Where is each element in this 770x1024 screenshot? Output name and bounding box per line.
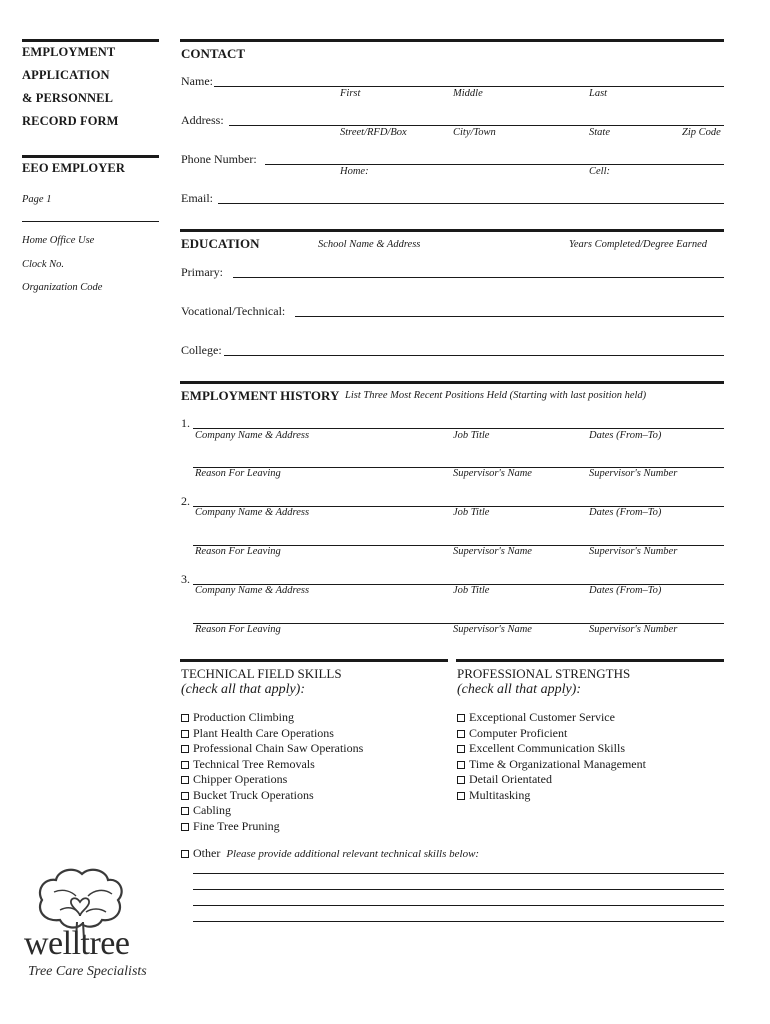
address-street-caption: Street/RFD/Box xyxy=(340,127,407,138)
email-field[interactable] xyxy=(218,203,724,204)
primary-label: Primary: xyxy=(181,265,223,279)
address-city-caption: City/Town xyxy=(453,127,496,138)
address-field[interactable] xyxy=(229,125,724,126)
name-first-caption: First xyxy=(340,88,361,99)
professional-top-rule xyxy=(456,659,724,662)
other-line-2[interactable] xyxy=(193,889,724,890)
entry-2-supervisor-caption: Supervisor's Name xyxy=(453,546,532,557)
other-line-4[interactable] xyxy=(193,921,724,922)
education-years-caption: Years Completed/Degree Earned xyxy=(569,239,708,250)
other-line-3[interactable] xyxy=(193,905,724,906)
education-school-caption: School Name & Address xyxy=(318,239,421,250)
technical-item[interactable]: Production Climbing xyxy=(181,710,294,725)
professional-item[interactable]: Exceptional Customer Service xyxy=(457,710,615,725)
form-title-line-1: EMPLOYMENT xyxy=(22,45,116,59)
entry-3-number: 3. xyxy=(181,572,190,586)
organization-code: Organization Code xyxy=(22,282,103,293)
employment-note: List Three Most Recent Positions Held (Starting with last position held) xyxy=(345,390,647,401)
technical-item[interactable]: Technical Tree Removals xyxy=(181,757,315,772)
logo-tagline: Tree Care Specialists xyxy=(28,964,147,979)
phone-label: Phone Number: xyxy=(181,152,257,166)
checkbox[interactable] xyxy=(457,761,465,769)
address-zip-caption: Zip Code xyxy=(682,127,721,138)
sidebar-eeo-rule xyxy=(22,155,159,158)
entry-2-number: 2. xyxy=(181,494,190,508)
address-label: Address: xyxy=(181,113,224,127)
contact-top-rule xyxy=(180,39,724,42)
entry-1-reason-caption: Reason For Leaving xyxy=(195,468,281,479)
primary-field[interactable] xyxy=(233,277,724,278)
professional-item[interactable]: Excellent Communication Skills xyxy=(457,741,625,756)
entry-3-dates-caption: Dates (From–To) xyxy=(589,585,662,596)
eeo-employer: EEO EMPLOYER xyxy=(22,161,125,175)
employment-top-rule xyxy=(180,381,724,384)
contact-heading: CONTACT xyxy=(181,46,246,61)
technical-item[interactable]: Cabling xyxy=(181,803,231,818)
other-line-1[interactable] xyxy=(193,873,724,874)
entry-3-jobtitle-caption: Job Title xyxy=(453,585,490,596)
entry-2-supnumber-caption: Supervisor's Number xyxy=(589,546,678,557)
checkbox[interactable] xyxy=(457,730,465,738)
entry-1-dates-caption: Dates (From–To) xyxy=(589,430,662,441)
checkbox[interactable] xyxy=(181,850,189,858)
name-middle-caption: Middle xyxy=(453,88,483,99)
vocational-label: Vocational/Technical: xyxy=(181,304,286,318)
entry-3-supervisor-caption: Supervisor's Name xyxy=(453,624,532,635)
technical-heading: TECHNICAL FIELD SKILLS xyxy=(181,666,342,681)
entry-1-supnumber-caption: Supervisor's Number xyxy=(589,468,678,479)
entry-2-reason-caption: Reason For Leaving xyxy=(195,546,281,557)
checkbox[interactable] xyxy=(181,761,189,769)
entry-1-jobtitle-caption: Job Title xyxy=(453,430,490,441)
checkbox[interactable] xyxy=(457,745,465,753)
sidebar-office-rule xyxy=(22,221,159,222)
sidebar-top-rule xyxy=(22,39,159,42)
phone-home-caption: Home: xyxy=(340,166,369,177)
logo-wordmark: welltree xyxy=(24,925,130,962)
professional-item[interactable]: Time & Organizational Management xyxy=(457,757,646,772)
checkbox[interactable] xyxy=(181,792,189,800)
checkbox[interactable] xyxy=(181,745,189,753)
entry-2-jobtitle-caption: Job Title xyxy=(453,507,490,518)
technical-item[interactable]: Bucket Truck Operations xyxy=(181,788,314,803)
technical-top-rule xyxy=(180,659,448,662)
professional-item[interactable]: Detail Orientated xyxy=(457,772,552,787)
education-heading: EDUCATION xyxy=(181,236,260,251)
technical-item[interactable]: Chipper Operations xyxy=(181,772,287,787)
home-office-use: Home Office Use xyxy=(22,235,95,246)
name-field[interactable] xyxy=(214,86,724,87)
checkbox[interactable] xyxy=(181,807,189,815)
checkbox[interactable] xyxy=(181,730,189,738)
college-label: College: xyxy=(181,343,222,357)
checkbox[interactable] xyxy=(457,792,465,800)
checkbox[interactable] xyxy=(457,714,465,722)
other-option[interactable] xyxy=(181,846,479,861)
form-title-line-2: APPLICATION xyxy=(22,68,110,82)
form-title-line-3: & PERSONNEL xyxy=(22,91,114,105)
address-state-caption: State xyxy=(589,127,610,138)
technical-item[interactable]: Professional Chain Saw Operations xyxy=(181,741,363,756)
checkbox[interactable] xyxy=(181,776,189,784)
entry-3-company-caption: Company Name & Address xyxy=(195,585,310,596)
entry-1-number: 1. xyxy=(181,416,190,430)
entry-1-supervisor-caption: Supervisor's Name xyxy=(453,468,532,479)
education-top-rule xyxy=(180,229,724,232)
technical-subheading: (check all that apply): xyxy=(181,682,306,697)
checkbox[interactable] xyxy=(181,714,189,722)
name-label: Name: xyxy=(181,74,213,88)
phone-field[interactable] xyxy=(265,164,724,165)
checkbox[interactable] xyxy=(181,823,189,831)
entry-2-company-caption: Company Name & Address xyxy=(195,507,310,518)
employment-heading: EMPLOYMENT HISTORY xyxy=(181,388,340,403)
professional-item[interactable]: Multitasking xyxy=(457,788,530,803)
technical-item[interactable]: Plant Health Care Operations xyxy=(181,726,334,741)
professional-heading: PROFESSIONAL STRENGTHS xyxy=(457,666,631,681)
checkbox[interactable] xyxy=(457,776,465,784)
clock-no: Clock No. xyxy=(22,259,64,270)
technical-item[interactable]: Fine Tree Pruning xyxy=(181,819,280,834)
name-last-caption: Last xyxy=(589,88,608,99)
professional-item[interactable]: Computer Proficient xyxy=(457,726,567,741)
entry-3-reason-caption: Reason For Leaving xyxy=(195,624,281,635)
entry-1-company-caption: Company Name & Address xyxy=(195,430,310,441)
entry-2-dates-caption: Dates (From–To) xyxy=(589,507,662,518)
professional-subheading: (check all that apply): xyxy=(457,682,582,697)
entry-3-supnumber-caption: Supervisor's Number xyxy=(589,624,678,635)
phone-cell-caption: Cell: xyxy=(589,166,610,177)
vocational-field[interactable] xyxy=(295,316,724,317)
college-field[interactable] xyxy=(224,355,724,356)
other-label: Other xyxy=(193,846,221,860)
page-number: Page 1 xyxy=(22,194,52,205)
other-note: Please provide additional relevant technical skills below: xyxy=(226,847,480,860)
email-label: Email: xyxy=(181,191,213,205)
entry-1-line-1[interactable] xyxy=(193,428,724,429)
form-title-line-4: RECORD FORM xyxy=(22,114,119,128)
